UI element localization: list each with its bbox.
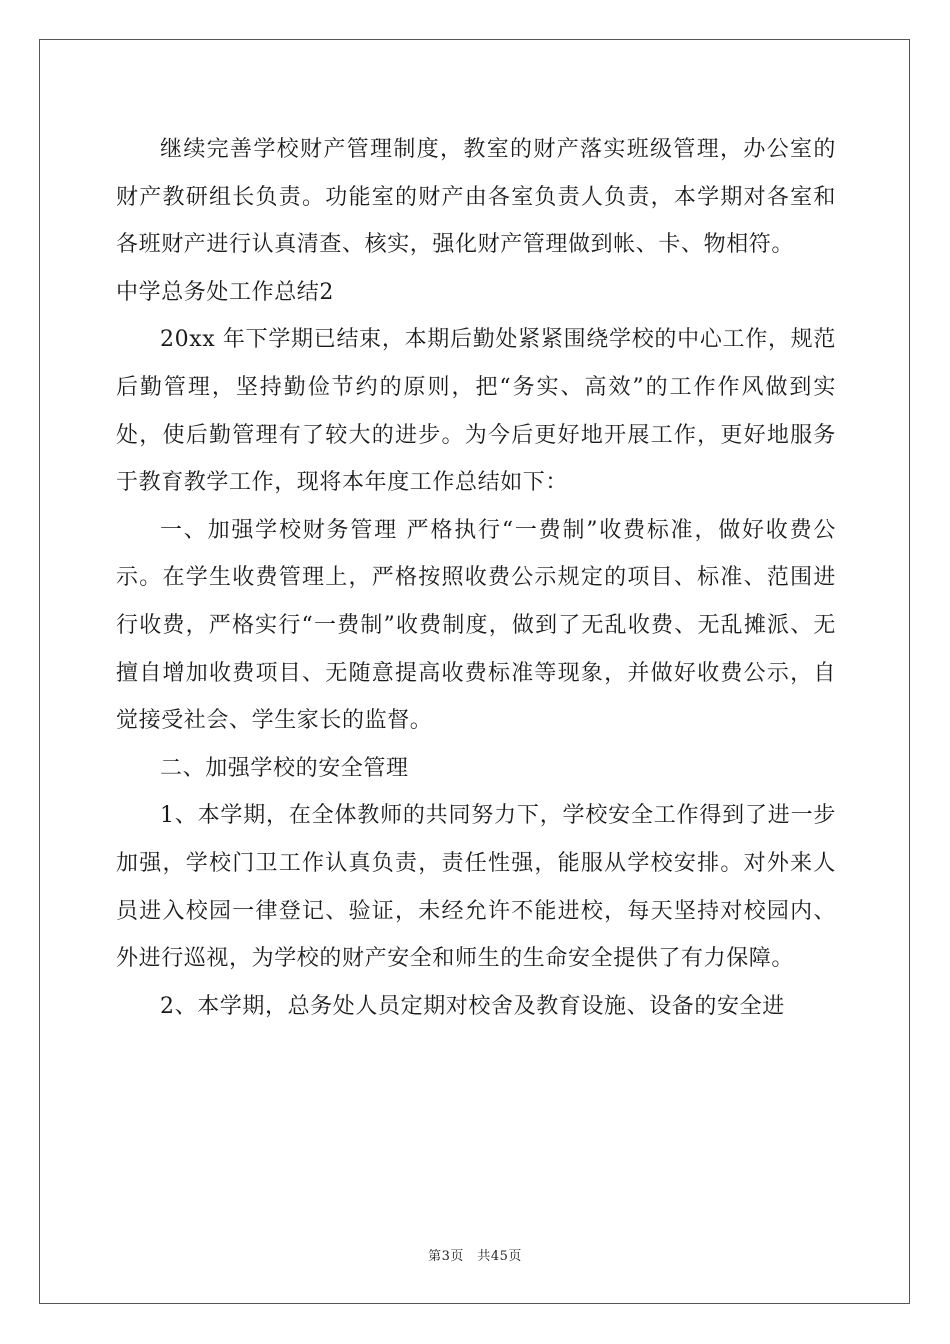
paragraph-finance: 一、加强学校财务管理 严格执行“一费制”收费标准，做好收费公示。在学生收费管理上，严格按照收费公示规定的项目、标准、范围进行收费，严格实行“一费制”收费制度，做到了无乱收费、无乱摊派、无擅自增加收费项目、无随意提高收费标准等现象，并做好收费公示，自觉接受社会、学生家长的监督。 bbox=[116, 517, 836, 734]
paragraph-property-management: 继续完善学校财产管理制度，教室的财产落实班级管理，办公室的财产教研组长负责。功能室的财产由各室负责人负责，本学期对各室和各班财产进行认真清查、核实，强化财产管理做到帐、卡、物相符。 bbox=[116, 137, 836, 258]
page-number: 第3页 共45页 bbox=[428, 1249, 522, 1264]
paragraph-safety-2: 2、本学期，总务处人员定期对校舍及教育设施、设备的安全进 bbox=[160, 993, 785, 1019]
document-body bbox=[116, 126, 836, 1030]
paragraph-intro: 20xx 年下学期已结束，本期后勤处紧紧围绕学校的中心工作，规范后勤管理，坚持勤俭节约的原则，把“务实、高效”的工作作风做到实处，使后勤管理有了较大的进步。为今后更好地开展工作，更好地服务于教育教学工作，现将本年度工作总结如下： bbox=[116, 327, 836, 496]
paragraph-safety-heading: 二、加强学校的安全管理 bbox=[160, 755, 409, 781]
paragraph-safety-1: 1、本学期，在全体教师的共同努力下，学校安全工作得到了进一步加强，学校门卫工作认真负责，责任性强，能服从学校安排。对外来人员进入校园一律登记、验证，未经允许不能进校，每天坚持对校园内、外进行巡视，为学校的财产安全和师生的生命安全提供了有力保障。 bbox=[116, 803, 836, 972]
section-heading: 中学总务处工作总结2 bbox=[116, 279, 334, 305]
